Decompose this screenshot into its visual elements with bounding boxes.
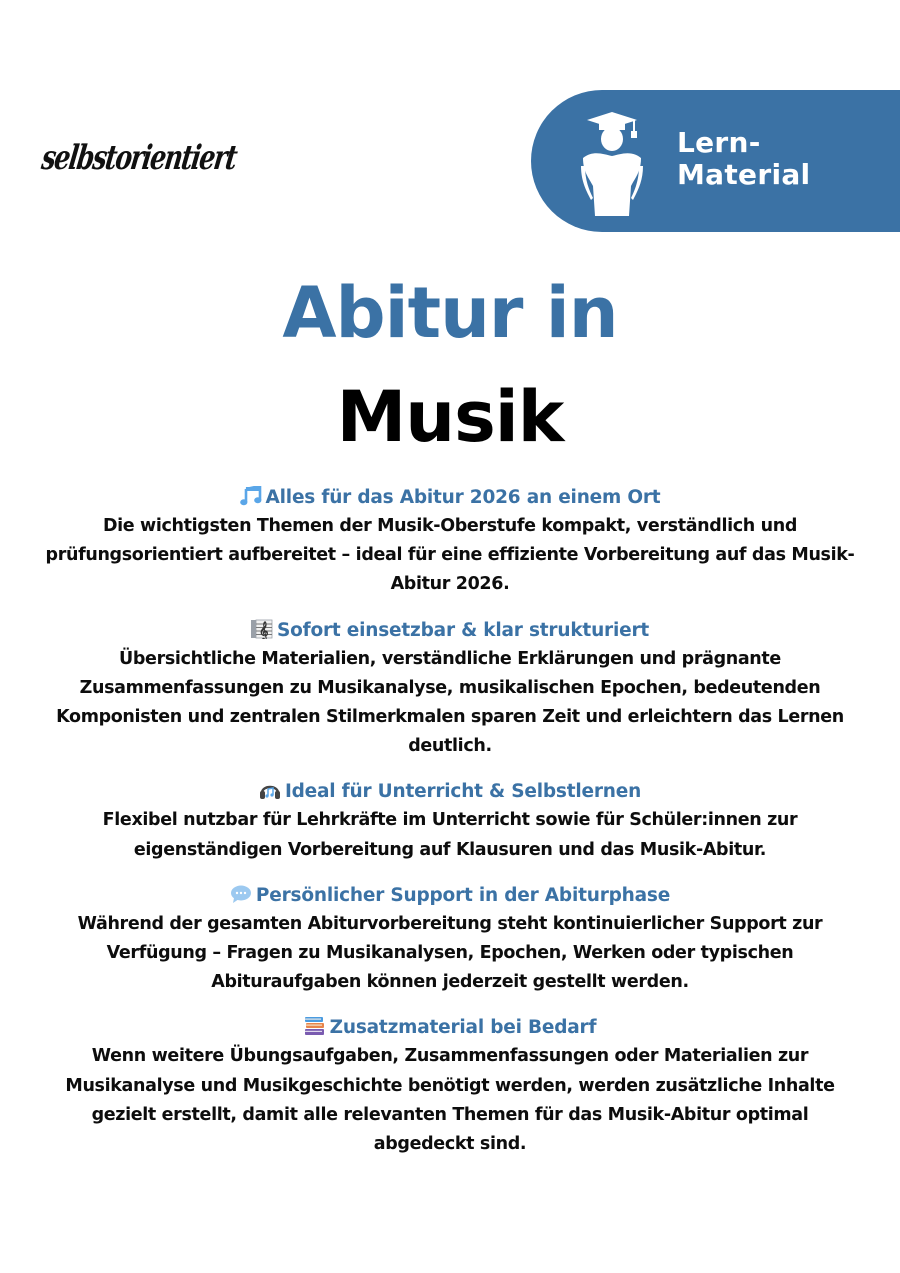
badge-label <box>677 127 810 191</box>
section-heading <box>40 1014 860 1042</box>
feature-section-zusatzmaterial <box>40 1014 860 1159</box>
feature-section-sofort-einsetzbar <box>40 617 860 762</box>
headphones-icon <box>259 780 281 800</box>
musical-notes-icon <box>240 486 262 506</box>
brand-logo: selbstorientiert <box>39 137 239 177</box>
section-heading-text: Alles für das Abitur 2026 an einem Ort <box>265 487 661 508</box>
page-title-line2: Musik <box>336 376 564 458</box>
section-body: Die wichtigsten Themen der Musik-Oberstufe kompakt, verständlich und prüfungsorientiert aufbereitet – ideal für eine effiziente Vorbereitung auf das Musik-Abitur 2026. <box>45 516 855 595</box>
svg-text:𝄞: 𝄞 <box>258 620 269 639</box>
page-title-line1: Abitur in <box>282 272 618 354</box>
section-heading <box>40 617 860 645</box>
badge-label-line2: Material <box>677 158 811 191</box>
lern-material-badge <box>531 90 900 232</box>
feature-section-abitur-2026 <box>40 484 860 600</box>
section-heading-text: Zusatzmaterial bei Bedarf <box>329 1017 597 1039</box>
feature-section-unterricht-selbstlernen <box>40 778 860 864</box>
section-heading <box>40 484 860 512</box>
section-body: Übersichtliche Materialien, verständliche Erklärungen und prägnante Zusammenfassungen zu Musikanalyse, musikalischen Epochen, bedeutenden Komponisten und zentralen Stilmerkmalen sparen Zeit und erleichtern das Lernen deutlich. <box>56 648 844 757</box>
section-heading-text: Persönlicher Support in der Abiturphase <box>255 884 671 906</box>
section-heading-text: Ideal für Unterricht & Selbstlernen <box>284 781 642 803</box>
section-body: Flexibel nutzbar für Lehrkräfte im Unterricht sowie für Schüler:innen zur eigenständigen Vorbereitung auf Klausuren und das Musik-Abitur. <box>102 810 798 860</box>
section-heading <box>40 778 860 806</box>
section-heading <box>40 882 860 910</box>
badge-label-line1: Lern- <box>677 126 761 159</box>
graduate-student-icon <box>579 106 645 216</box>
section-body: Wenn weitere Übungsaufgaben, Zusammenfassungen oder Materialien zur Musikanalyse und Musikgeschichte benötigt werden, werden zusätzliche Inhalte gezielt erstellt, damit alle relevanten Themen für das Musik-Abitur optimal abgedeckt sind. <box>65 1046 835 1155</box>
section-body: Während der gesamten Abiturvorbereitung steht kontinuierlicher Support zur Verfügung – Fragen zu Musikanalysen, Epochen, Werken oder typischen Abituraufgaben können jederzeit gestellt werden. <box>77 913 823 993</box>
musical-score-icon <box>251 619 273 639</box>
feature-section-support <box>40 882 860 998</box>
books-icon <box>304 1016 326 1036</box>
section-heading-text: Sofort einsetzbar & klar strukturiert <box>276 619 650 641</box>
feature-sections <box>40 484 860 1176</box>
speech-bubble-icon <box>230 884 252 904</box>
